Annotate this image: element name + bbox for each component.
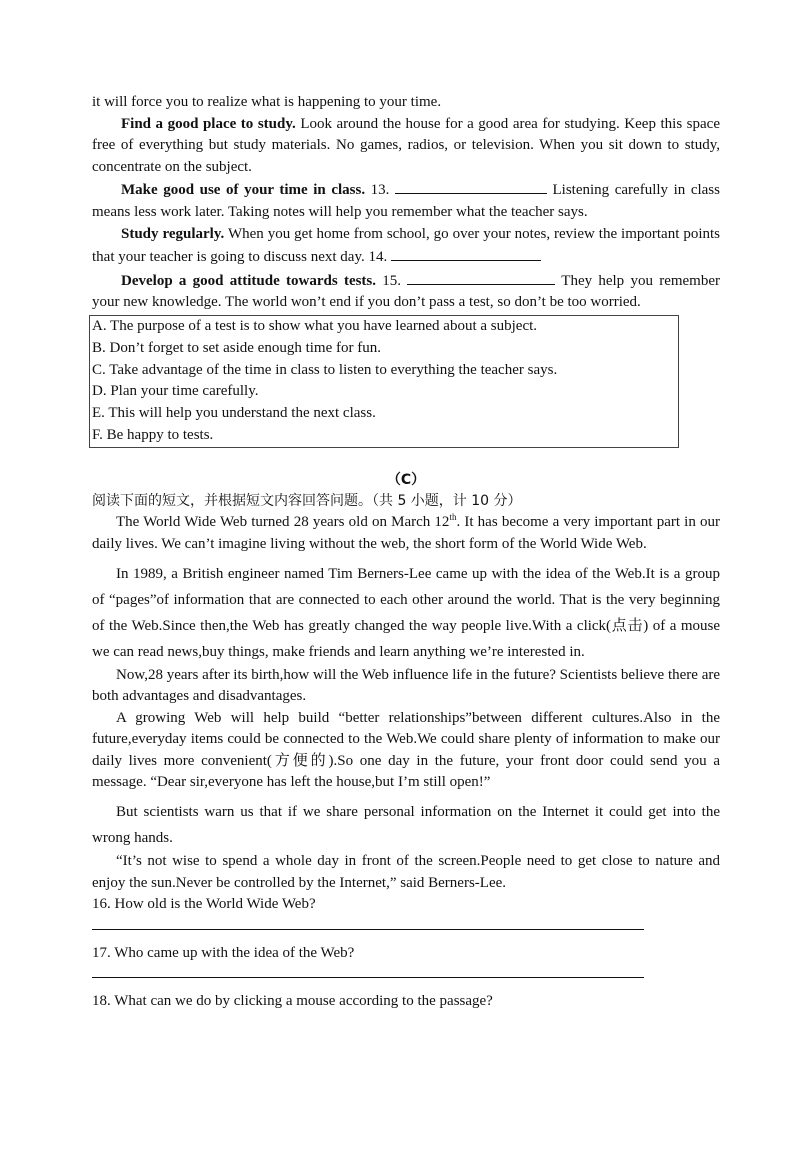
tip-text: When you get home from school, go over your notes, review the important points that your teacher is going to discuss next day. 14.: [92, 225, 720, 266]
passage-text: The World Wide Web turned 28 years old on March 12: [116, 514, 450, 531]
option-item: F. Be happy to tests.: [92, 426, 214, 443]
page-content: [92, 92, 720, 1013]
passage-paragraph: “It’s not wise to spend a whole day in front of the screen.People need to get close to nature and enjoy the sun.Never be controlled by the Internet,” said Berners-Lee.: [92, 853, 720, 891]
question-number: 13.: [365, 182, 395, 199]
options-box: [89, 315, 679, 448]
option-item: C. Take advantage of the time in class to listen to everything the teacher says.: [92, 361, 558, 378]
passage-paragraph: Now,28 years after its birth,how will the Web influence life in the future? Scientists believe there are both advantages and disadvantages.: [92, 666, 721, 705]
passage-text: . It has become a very important part in our daily lives. We can’t imagine living without the web, the short form of the World Wide Web.: [92, 514, 720, 552]
answer-line-17[interactable]: [92, 976, 644, 978]
option-item: D. Plan your time carefully.: [92, 383, 259, 400]
tip-good-attitude: [92, 269, 720, 314]
continued-line: it will force you to realize what is happening to your time.: [92, 94, 442, 110]
option-item: E. This will help you understand the next class.: [92, 405, 376, 422]
option-item: B. Don’t forget to set aside enough time for fun.: [92, 339, 381, 356]
tip-study-regularly: [92, 224, 720, 269]
answer-blank-13[interactable]: [395, 178, 547, 194]
section-instruction: 阅读下面的短文，并根据短文内容回答问题。（共 5 小题，计 10 分）: [92, 492, 522, 509]
tip-find-place: [92, 114, 720, 179]
tip-use-class-time: [92, 178, 720, 223]
tip-heading: Make good use of your time in class.: [121, 182, 366, 199]
answer-line-16[interactable]: [92, 928, 644, 930]
question-number: 15.: [376, 272, 408, 289]
tip-text: They help you remember your new knowledge. The world won’t end if you don’t pass a test, so don’t be too worried.: [92, 272, 720, 311]
answer-blank-15[interactable]: [407, 269, 555, 285]
passage-paragraph: [92, 512, 720, 555]
tip-heading: Find a good place to study.: [121, 115, 296, 132]
tip-heading: Study regularly.: [121, 225, 225, 242]
superscript: th: [449, 512, 457, 523]
passage-paragraph: A growing Web will help build “better relationships”between different cultures.Also in the future,everyday items could be connected to the Web.We could share plenty of information to make our daily lives more convenient(方便的).So one day in the future, your front door could send you a message. “Dear sir,everyone has left the house,but I’m still open!”: [92, 709, 720, 791]
question-18: 18. What can we do by clicking a mouse according to the passage?: [92, 993, 493, 1010]
tip-text: Look around the house for a good area for studying. Keep this space free of everything but study materials. No games, radios, or television. When you sit down to study, concentrate on the subject.: [92, 115, 720, 175]
passage-paragraph: But scientists warn us that if we share personal information on the Internet it could get into the wrong hands.: [92, 804, 720, 847]
question-17: 17. Who came up with the idea of the Web?: [92, 944, 355, 961]
passage-paragraph: In 1989, a British engineer named Tim Berners-Lee came up with the idea of the Web.It is a group of “pages”of information that are connected to each other around the world. That is the very beginning of the Web.Since then,the Web has greatly changed the way people live.With a click(点击) of a mouse we can read news,buy things, make friends and learn anything we’re interested in.: [92, 565, 720, 660]
answer-blank-14[interactable]: [391, 245, 541, 261]
option-item: A. The purpose of a test is to show what you have learned about a subject.: [92, 317, 538, 334]
tip-heading: Develop a good attitude towards tests.: [121, 272, 377, 289]
question-16: 16. How old is the World Wide Web?: [92, 896, 316, 913]
section-title: （C）: [386, 471, 426, 488]
tip-text: Listening carefully in class means less work later. Taking notes will help you remember what the teacher says.: [92, 182, 720, 220]
